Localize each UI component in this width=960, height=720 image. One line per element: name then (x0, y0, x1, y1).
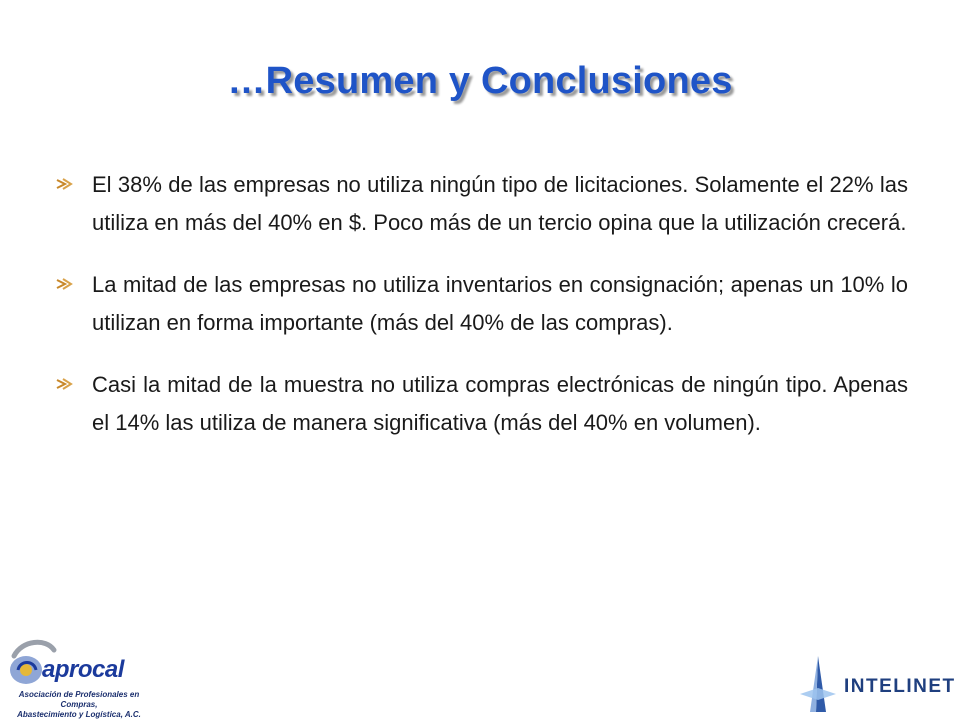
slide-title: …Resumen y Conclusiones (227, 60, 733, 102)
aprocal-logo (4, 636, 154, 719)
bullet-text: El 38% de las empresas no utiliza ningún tipo de licitaciones. Solamente el 22% las utiliza en más del 40% en $. Poco más de un tercio opina que la utilización crecerá. (92, 172, 908, 235)
bullet-item (56, 166, 908, 242)
bullet-item (56, 366, 908, 442)
arrow-bullet-icon (56, 177, 74, 191)
bullet-item (56, 266, 908, 342)
bullet-text: Casi la mitad de la muestra no utiliza compras electrónicas de ningún tipo. Apenas el 14% las utiliza de manera significativa (más del 40% en volumen). (92, 372, 908, 435)
aprocal-wordmark: aprocal (42, 656, 124, 683)
aprocal-caption (4, 690, 154, 720)
arrow-bullet-icon (56, 377, 74, 391)
bullet-text: La mitad de las empresas no utiliza inventarios en consignación; apenas un 10% lo utilizan en forma importante (más del 40% de las compras). (92, 272, 908, 335)
aprocal-caption-line1: Asociación de Profesionales en Compras, (18, 690, 140, 709)
aprocal-caption-line2: Abastecimiento y Logística, A.C. (17, 710, 141, 719)
bullet-list (56, 166, 908, 466)
intelinet-emblem-icon (796, 654, 842, 716)
arrow-bullet-icon (56, 277, 74, 291)
intelinet-wordmark: INTELINET (844, 676, 956, 697)
intelinet-logo (796, 654, 956, 716)
